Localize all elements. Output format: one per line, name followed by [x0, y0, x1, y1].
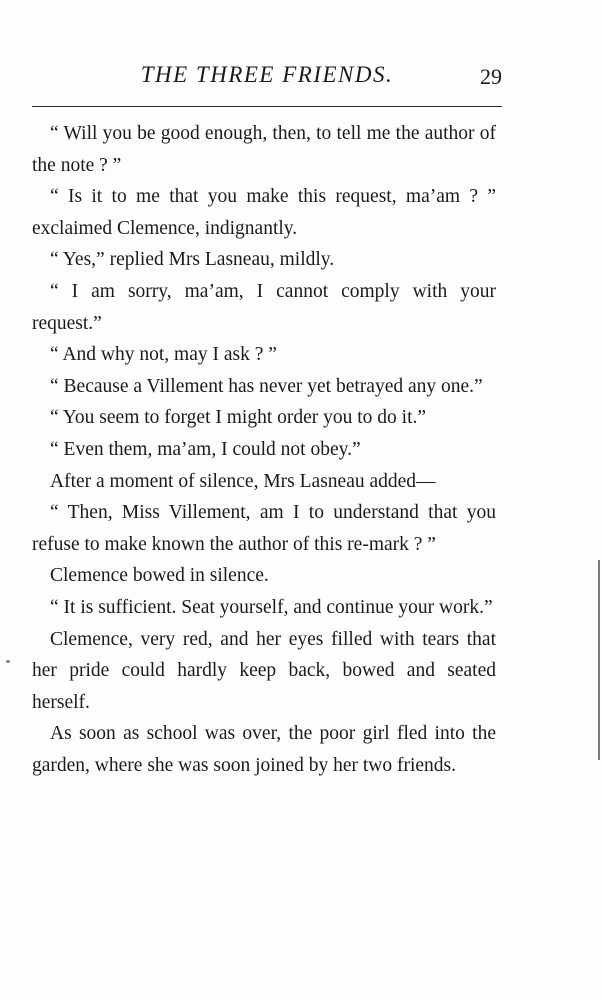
paragraph: “ You seem to forget I might order you to do it.” [50, 407, 427, 429]
paragraph: “ Then, Miss Villement, am I to understand that you refuse to make known the author of this re-mark ? ” [32, 502, 496, 555]
paragraph: After a moment of silence, Mrs Lasneau added— [50, 470, 436, 492]
paragraph: “ It is sufficient. Seat yourself, and continue your work.” [50, 596, 493, 618]
page-header [32, 62, 502, 96]
paragraph: “ Is it to me that you make this request, ma’am ? ” exclaimed Clemence, indignantly. [32, 186, 496, 239]
paragraph: Clemence, very red, and her eyes filled with tears that her pride could hardly keep back, bowed and seated herself. [32, 628, 496, 713]
paragraph: As soon as school was over, the poor girl fled into the garden, where she was soon joined by her two friends. [32, 723, 496, 776]
paragraph: “ And why not, may I ask ? ” [50, 344, 277, 366]
paragraph: “ Will you be good enough, then, to tell me the author of the note ? ” [32, 123, 496, 176]
paragraph: “ I am sorry, ma’am, I cannot comply with your request.” [32, 280, 496, 334]
running-title: THE THREE FRIENDS. [140, 62, 394, 87]
page-edge-shadow [598, 560, 600, 760]
paragraph: “ Because a Villement has never yet betrayed any one.” [50, 375, 483, 397]
paper-speck [6, 660, 10, 663]
page-number: 29 [480, 64, 502, 89]
header-rule [32, 106, 502, 107]
body-text [32, 118, 496, 781]
paragraph: “ Yes,” replied Mrs Lasneau, mildly. [50, 249, 335, 271]
paragraph: “ Even them, ma’am, I could not obey.” [50, 438, 361, 460]
paragraph: Clemence bowed in silence. [50, 565, 269, 587]
